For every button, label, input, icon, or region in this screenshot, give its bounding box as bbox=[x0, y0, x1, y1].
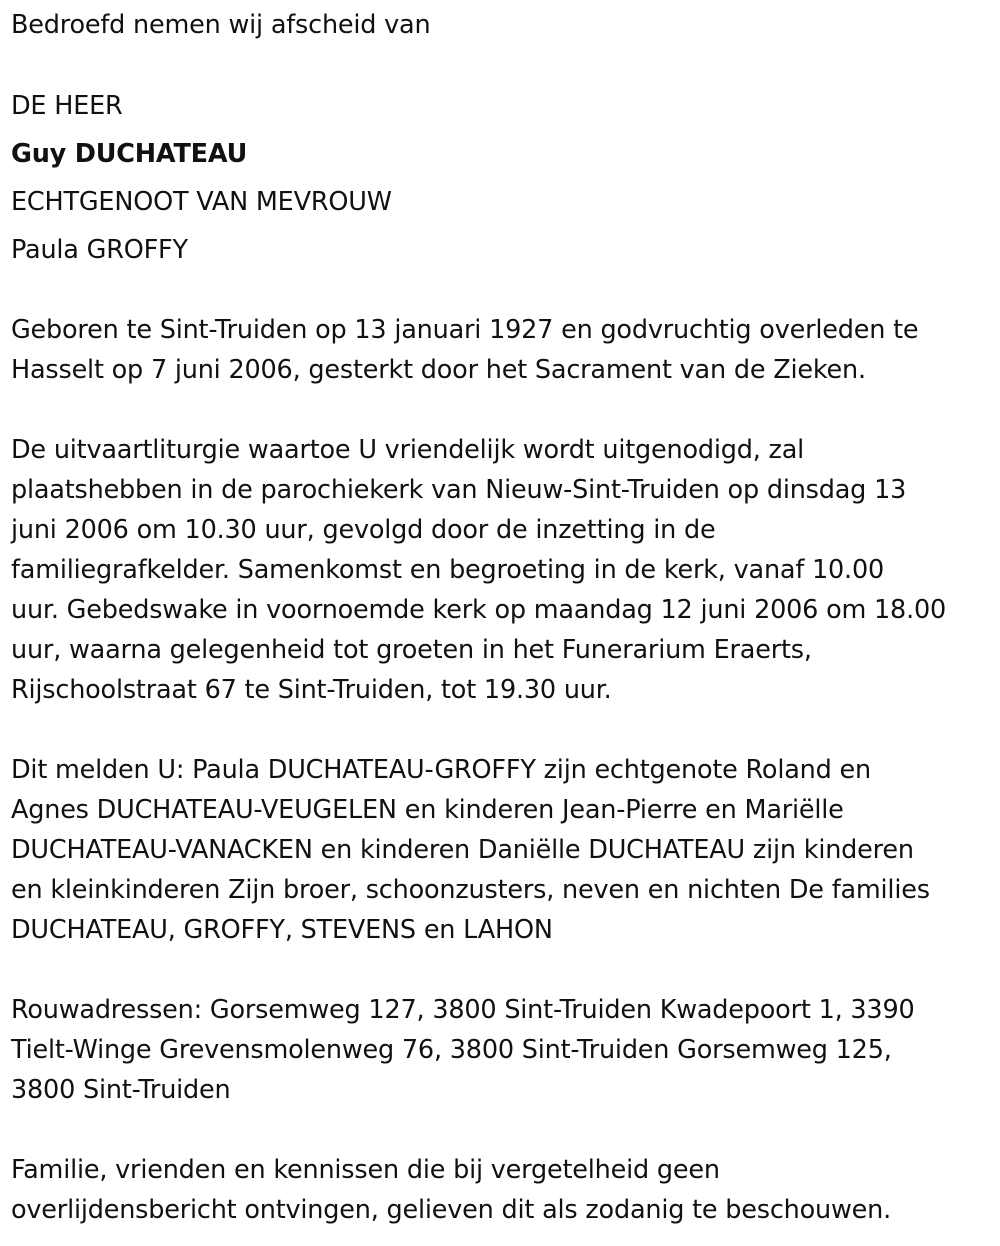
spouse-name: Paula GROFFY bbox=[11, 235, 188, 265]
closing-line: Familie, vrienden en kennissen die bij vergetelheid geen bbox=[11, 1155, 720, 1185]
funeral-line: uur. Gebedswake in voornoemde kerk op maandag 12 juni 2006 om 18.00 bbox=[11, 595, 947, 625]
spouse-label: ECHTGENOOT VAN MEVROUW bbox=[11, 187, 392, 217]
funeral-line: juni 2006 om 10.30 uur, gevolgd door de inzetting in de bbox=[11, 515, 716, 545]
deceased-name: Guy DUCHATEAU bbox=[11, 139, 248, 169]
title-text: DE HEER bbox=[11, 91, 123, 121]
family-paragraph bbox=[11, 750, 996, 950]
closing-paragraph bbox=[11, 1150, 996, 1230]
funeral-line: plaatshebben in de parochiekerk van Nieuw-Sint-Truiden op dinsdag 13 bbox=[11, 475, 907, 505]
birth-line: Geboren te Sint-Truiden op 13 januari 1927 en godvruchtig overleden te bbox=[11, 315, 919, 345]
birth-paragraph bbox=[11, 310, 996, 390]
funeral-paragraph bbox=[11, 430, 996, 710]
closing-line: overlijdensbericht ontvingen, gelieven dit als zodanig te beschouwen. bbox=[11, 1195, 892, 1225]
funeral-line: Rijschoolstraat 67 te Sint-Truiden, tot 19.30 uur. bbox=[11, 675, 612, 705]
address-paragraph bbox=[11, 990, 996, 1110]
family-line: DUCHATEAU-VANACKEN en kinderen Daniëlle DUCHATEAU zijn kinderen bbox=[11, 835, 914, 865]
funeral-line: uur, waarna gelegenheid tot groeten in het Funerarium Eraerts, bbox=[11, 635, 812, 665]
funeral-line: De uitvaartliturgie waartoe U vriendelijk wordt uitgenodigd, zal bbox=[11, 435, 805, 465]
family-line: DUCHATEAU, GROFFY, STEVENS en LAHON bbox=[11, 915, 553, 945]
family-line: Dit melden U: Paula DUCHATEAU-GROFFY zijn echtgenote Roland en bbox=[11, 755, 871, 785]
address-line: 3800 Sint-Truiden bbox=[11, 1075, 231, 1105]
family-line: Agnes DUCHATEAU-VEUGELEN en kinderen Jean-Pierre en Mariëlle bbox=[11, 795, 844, 825]
funeral-line: familiegrafkelder. Samenkomst en begroeting in de kerk, vanaf 10.00 bbox=[11, 555, 885, 585]
intro-text: Bedroefd nemen wij afscheid van bbox=[11, 10, 431, 40]
address-line: Rouwadressen: Gorsemweg 127, 3800 Sint-Truiden Kwadepoort 1, 3390 bbox=[11, 995, 915, 1025]
address-line: Tielt-Winge Grevensmolenweg 76, 3800 Sint-Truiden Gorsemweg 125, bbox=[11, 1035, 892, 1065]
birth-line: Hasselt op 7 juni 2006, gesterkt door het Sacrament van de Zieken. bbox=[11, 355, 866, 385]
family-line: en kleinkinderen Zijn broer, schoonzusters, neven en nichten De families bbox=[11, 875, 930, 905]
